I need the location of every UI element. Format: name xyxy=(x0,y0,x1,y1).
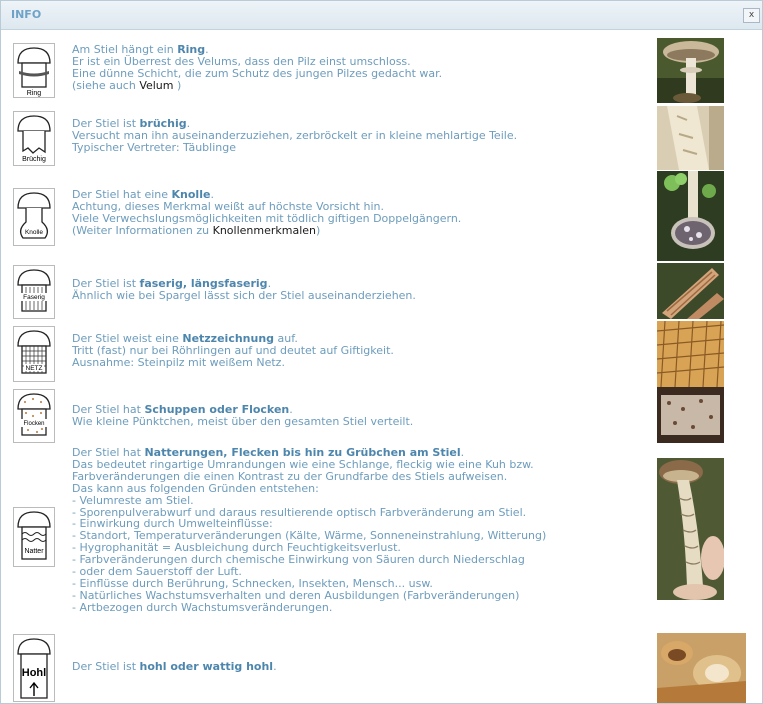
feature-description: Der Stiel hat Natterungen, Flecken bis hin zu Grübchen am Stiel. Das bedeutet ringartige Umrandungen wie eine Schlange, fleckig wie eine Kuh bzw. Farbveränderungen die einen Kontrast zu der Grundfarbe des Stiels aufweisen. Das kann aus folgenden Gründen entstehen: - Velumreste am Stiel. - Sporenpulverabwurf und daraus resultierende optisch Farbveränderung am Stiel. - Einwirkung durch Umwelteinflüsse: - Standort, Temperaturveränderungen (Kälte, Wärme, Sonneneinstrahlung, Witterung) - Hygrophanität = Ausbleichung durch Feuchtigkeitsverlust. - Farbveränderungen durch chemische Einwirkung von Säuren durch Niederschlag - oder dem Sauerstoff der Luft. - Einflüsse durch Berührung, Schnecken, Insekten, Mensch... usw. - Natürliches Wachstumsverhalten und deren Ausbildungen (Farbveränderungen) - Artbezogen durch Wachstumsveränderungen. xyxy=(72,446,547,614)
mushroom-hollow-photo xyxy=(657,633,746,703)
svg-text:Knolle: Knolle xyxy=(24,229,44,236)
stem-scales-icon xyxy=(13,389,55,443)
feature-description: Der Stiel ist brüchig. Versucht man ihn auseinanderzuziehen, zerbröckelt er in kleine mehlartige Teile. Typischer Vertreter: Täublinge xyxy=(72,117,518,154)
feature-description: Der Stiel ist faserig, längsfaserig. Ähnlich wie bei Spargel lässt sich der Stiel auseinanderziehen. xyxy=(72,277,416,302)
svg-text:Natter: Natter xyxy=(24,548,44,555)
svg-text:Ring: Ring xyxy=(26,90,42,97)
stem-ring-icon xyxy=(13,43,55,98)
mushroom-fibrous-photo xyxy=(657,263,724,319)
dialog-title: INFO xyxy=(11,8,42,21)
feature-description: Am Stiel hängt ein Ring. Er ist ein Überrest des Velums, dass den Pilz einst umschloss. Eine dünne Schicht, die zum Schutz des jungen Pilzes gedacht war. (siehe auch Velum ) xyxy=(72,43,443,92)
mushroom-snakeskin-photo xyxy=(657,458,724,600)
feature-description: Der Stiel weist eine Netzzeichnung auf. Tritt (fast) nur bei Röhrlingen auf und deutet auf Giftigkeit. Ausnahme: Steinpilz mit weißem Netz. xyxy=(72,332,394,369)
mushroom-net-photo xyxy=(657,321,724,387)
feature-row-snakeskin xyxy=(1,447,762,629)
feature-row-fibrous xyxy=(1,263,762,321)
feature-description: Der Stiel ist hohl oder wattig hohl. xyxy=(72,660,277,673)
stem-bulb-icon xyxy=(13,188,55,246)
feature-row-hollow xyxy=(1,631,762,704)
mushroom-brittle-photo xyxy=(657,106,724,170)
stem-snakeskin-icon xyxy=(13,507,55,567)
svg-text:Faserig: Faserig xyxy=(23,294,45,301)
mushroom-bulb-photo xyxy=(657,171,724,261)
feature-row-scales xyxy=(1,387,762,445)
title-bar xyxy=(1,1,762,30)
feature-description: Der Stiel hat eine Knolle. Achtung, dieses Merkmal weißt auf höchste Vorsicht hin. Viele Verwechslungsmöglichkeiten mit tödlich giftigen Doppelgängern. (Weiter Informationen zu Knollenmerkmalen) xyxy=(72,188,462,237)
feature-description: Der Stiel hat Schuppen oder Flocken. Wie kleine Pünktchen, meist über den gesamten Stiel verteilt. xyxy=(72,403,414,428)
mushroom-scales-photo xyxy=(657,387,724,443)
stem-hollow-icon xyxy=(13,634,55,702)
bulb-features-link[interactable]: Knollenmerkmalen xyxy=(212,223,317,237)
feature-row-ring xyxy=(1,41,762,103)
svg-text:NETZ: NETZ xyxy=(25,365,43,372)
velum-link[interactable]: Velum xyxy=(139,78,174,92)
close-button[interactable]: x xyxy=(743,8,760,23)
mushroom-ring-photo xyxy=(657,38,724,103)
svg-text:Brüchig: Brüchig xyxy=(22,156,46,163)
svg-text:Flocken: Flocken xyxy=(23,421,45,427)
feature-row-bulb xyxy=(1,179,762,261)
feature-row-brittle xyxy=(1,108,762,172)
feature-row-net xyxy=(1,323,762,385)
svg-text:Hohl: Hohl xyxy=(21,667,47,679)
stem-brittle-icon xyxy=(13,111,55,166)
stem-fibrous-icon xyxy=(13,265,55,319)
stem-net-icon xyxy=(13,326,55,382)
